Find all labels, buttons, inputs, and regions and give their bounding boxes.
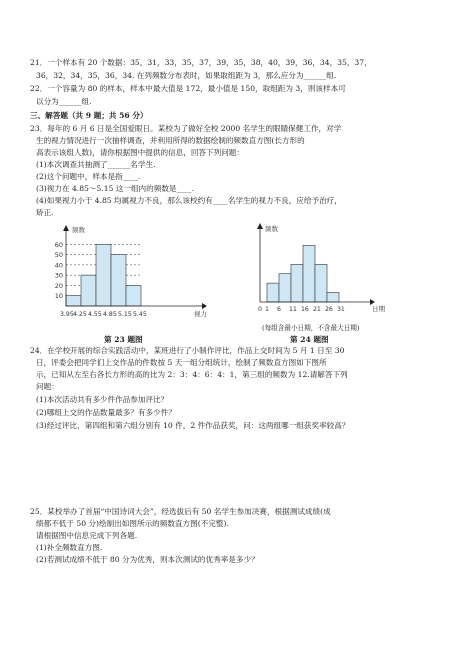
x-axis-label: 日期 [372, 305, 385, 313]
x-tick-label: 5.45 [133, 311, 147, 318]
chart-q23-histogram [40, 222, 220, 332]
x-tick-label: 4.25 [73, 311, 87, 318]
q23-line-1: 23．每年的 6 月 6 日是全国爱眼日。某校为了做好全校 2000 名学生的眼睛保健工作，对学 [30, 124, 342, 133]
q24-line-3: 示，已知从左至右各长方形的高的比为 2：3：4：6：4：1，第三组的频数为 12.请解答下列 [36, 370, 348, 379]
y-axis-label: 频数 [72, 226, 85, 234]
q25-line-2: 绩都不低于 50 分)绘制出如图所示的频数直方图(不完整). [36, 519, 229, 528]
histogram-bar [81, 275, 96, 306]
x-tick-label: 4.85 [103, 311, 117, 318]
y-axis-arrow [63, 225, 69, 231]
q23-line-4: (1)本次调查共抽测了______名学生. [36, 160, 156, 169]
y-tick-label: 30 [54, 271, 63, 280]
x-tick-label: 16 [301, 306, 309, 313]
histogram-bar [303, 245, 315, 302]
q25-line-1: 25．某校举办了首届“中国诗词大会”，经选拔后有 50 名学生参加决赛，根据测试成绩(成 [30, 507, 331, 516]
q25-line-5: (2)若测试成绩不低于 80 分为优秀，则本次测试的优秀率是多少？ [36, 555, 259, 564]
x-axis-label: 视力 [194, 310, 207, 318]
q24-line-2: 日，评委会把同学们上交作品的件数按 5 天一组分组统计，绘制了频数直方图如下图所 [36, 358, 327, 367]
histogram-bar [327, 293, 339, 302]
y-tick-label: 40 [54, 261, 63, 270]
q24-line-6: (2)哪组上交的作品数量最多？有多少件？ [36, 408, 176, 417]
x-tick-label: 21 [313, 306, 321, 313]
x-tick-label: 1 [265, 306, 269, 313]
q25-line-3: 请根据图中信息完成下列各题. [36, 531, 138, 540]
x-tick-label: 6 [277, 306, 281, 313]
histogram-bar [66, 296, 81, 306]
q21-line-2: 36，32，34，35，36，34. 在列频数分布表时，如果取组距为 3，那么应分为______组. [36, 71, 337, 80]
section-3-heading: 三、解答题（共 9 题；共 56 分） [30, 111, 148, 120]
q25-line-4: (1)补全频数直方图. [36, 543, 103, 552]
x-tick-label: 4.55 [88, 311, 102, 318]
histogram-bar [96, 244, 111, 306]
y-tick-label: 60 [54, 240, 63, 249]
q23-line-5: (2)这个问题中，样本是指____. [36, 172, 141, 181]
chart-q23-caption: 第 23 题图 [104, 335, 143, 344]
x-tick-label: 5.15 [118, 311, 132, 318]
chart-q24-caption: 第 24 题图 [290, 335, 329, 344]
x-tick-label: 31 [337, 306, 345, 313]
q24-line-4: 问题： [36, 382, 59, 391]
histogram-bar [279, 274, 291, 302]
x-tick-label: 26 [325, 306, 333, 313]
q23-line-3: 高表示该组人数)，请你根据图中提供的信息，回答下列问题： [36, 148, 244, 157]
q24-line-1: 24．在学校开展的综合实践活动中，某班进行了小制作评比，作品上交时间为 5 月 1 日至 30 [30, 346, 345, 355]
histogram-bar [315, 264, 327, 302]
q23-line-7: (4)如果视力小于 4.85 均属视力不良，那么该校约有____名学生的视力不良，应给予治疗， [36, 196, 342, 205]
y-axis-arrow [257, 223, 263, 229]
x-tick-label: 11 [289, 306, 297, 313]
q23-line-6: (3)视力在 4.85～5.15 这一组内的频数是____. [36, 184, 195, 193]
histogram-bar [126, 285, 141, 306]
histogram-bar [291, 264, 303, 302]
q22-line-1: 22．一个容量为 80 的样本，样本中最大值是 172，最小值是 150，取组距为 3，则该样本可 [30, 84, 346, 93]
x-tick-label: 0 [258, 306, 262, 313]
chart-q24-histogram [252, 222, 392, 322]
histogram-bar [111, 255, 126, 306]
x-tick-label: 3.95 [60, 311, 74, 318]
histogram-bar [267, 283, 279, 302]
y-tick-label: 50 [54, 251, 63, 260]
y-axis-label: 频数 [265, 225, 278, 233]
chart-q24-note: (每组含最小日期，不含最大日期) [262, 324, 360, 332]
q21-line-1: 21．一个样本有 20 个数据：35，31，33，35，37，39，35，38，40，39，36，34，35，37， [30, 58, 372, 67]
x-axis-arrow [202, 303, 207, 309]
y-tick-label: 20 [54, 281, 63, 290]
q24-line-7: (3)经过评比，第四组和第六组分别有 10 件，2 件作品获奖，问：这两组哪一组获奖率较高？ [36, 421, 350, 430]
q23-line-2: 生的视力情况进行一次抽样调查，并利用所得的数据绘制的频数直方图(长方形的 [36, 136, 305, 145]
q23-line-8: 矫正. [36, 208, 54, 217]
q22-line-2: 以分为______组. [36, 97, 92, 106]
y-tick-label: 10 [54, 292, 63, 301]
q24-line-5: (1)本次活动共有多少件作品参加评比？ [36, 395, 169, 404]
